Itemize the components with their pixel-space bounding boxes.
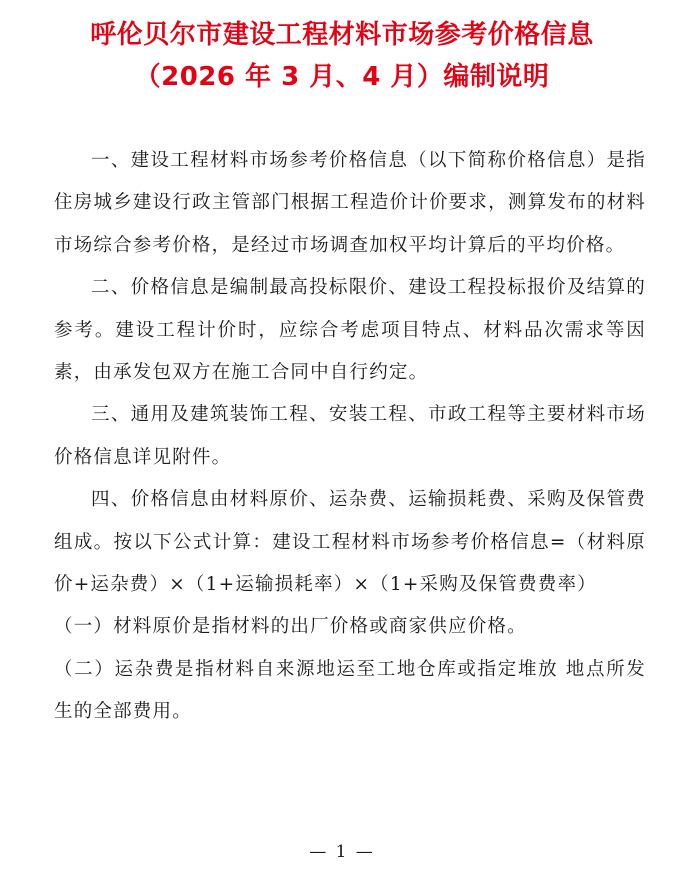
document-title-line-1: 呼伦贝尔市建设工程材料市场参考价格信息: [90, 20, 594, 50]
paragraph-2: 二、价格信息是编制最高投标限价、建设工程投标报价及结算的参考。建设工程计价时，应综合考虑项目特点、材料品次需求等因素，由承发包双方在施工合同中自行约定。: [54, 277, 646, 384]
paragraph-4: 四、价格信息由材料原价、运杂费、运输损耗费、采购及保管费组成。按以下公式计算：建设工程材料市场参考价格信息=（材料原价+运杂费）×（1+运输损耗率）×（1+采购及保管费费率）: [54, 489, 646, 596]
document-title-line-2: （2026 年 3 月、4 月）编制说明: [134, 62, 550, 92]
paragraph-3: 三、通用及建筑装饰工程、安装工程、市政工程等主要材料市场价格信息详见附件。: [54, 404, 646, 468]
paragraph-1: 一、建设工程材料市场参考价格信息（以下简称价格信息）是指住房城乡建设行政主管部门根据工程造价计价要求，测算发布的材料市场综合参考价格，是经过市场调查加权平均计算后的平均价格。: [54, 150, 646, 256]
document-body: [54, 140, 646, 734]
paragraph-6: （二）运杂费是指材料自来源地运至工地仓库或指定堆放 地点所发生的全部费用。: [54, 658, 646, 723]
page-number: — 1 —: [309, 842, 375, 862]
paragraph-5: （一）材料原价是指材料的出厂价格或商家供应价格。: [54, 616, 527, 638]
